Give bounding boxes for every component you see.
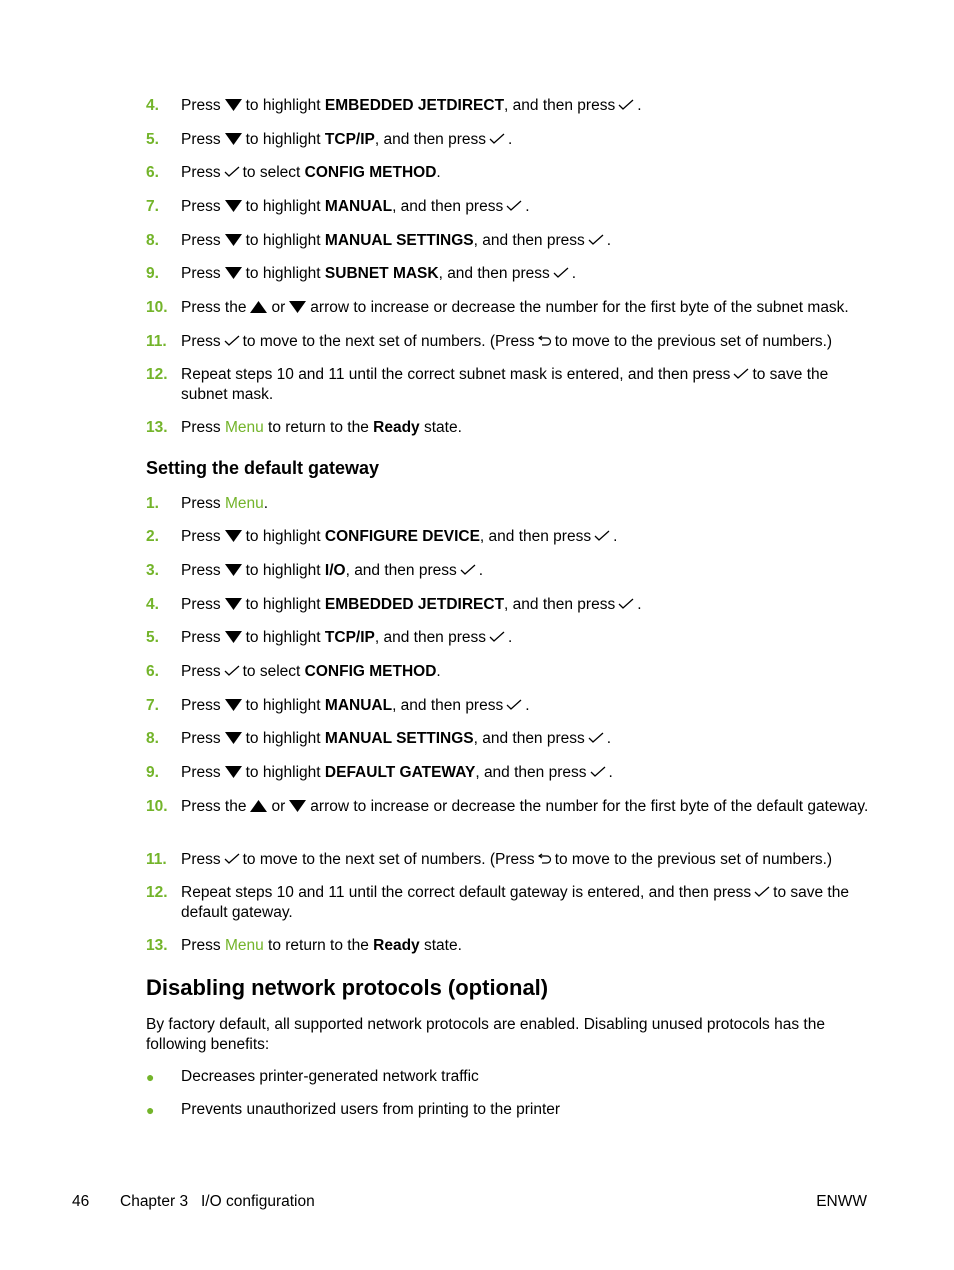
step-text-run: Press [181,495,225,512]
step-text-run: to select [242,663,305,680]
down-arrow-icon [225,598,242,610]
bullet-dot-icon: ● [146,1069,155,1085]
step-number: 5. [146,629,159,646]
step-text-run: , and then press [392,697,504,714]
step-text [181,231,871,251]
step-text-run: . [436,164,441,181]
select-checkmark-icon [224,665,240,676]
step-number: 11. [146,851,167,868]
step-text-run: or [271,299,286,316]
down-arrow-icon [225,699,242,711]
step-text-run: Press [181,730,221,747]
step-text-run: to return to the [263,419,374,436]
step-text [181,365,871,405]
step-number: 13. [146,937,168,954]
select-checkmark-icon [594,530,610,541]
step-text-run: Repeat steps 10 and 11 until the correct subnet mask is entered, and then press [181,366,731,383]
bullet-dot-icon: ● [146,1102,155,1118]
step-text-run: Press [181,232,221,249]
step-text-run: Press [181,562,221,579]
step-text-run: to save the subnet mask. [181,366,829,403]
step-number: 13. [146,419,168,436]
footer-page-number: 46 [72,1193,90,1210]
step-text-run: to highlight [245,764,325,781]
keyword: MANUAL [324,198,393,215]
keyword: EMBEDDED JETDIRECT [324,97,505,114]
step-text [181,527,871,547]
down-arrow-icon [225,732,242,744]
select-checkmark-icon [224,166,240,177]
step-text-run: to highlight [245,265,325,282]
step-text-run: . [508,131,513,148]
step-text [181,298,871,318]
step-text-run: Repeat steps 10 and 11 until the correct default gateway is entered, and then press [181,884,752,901]
step-text-run: , and then press [345,562,457,579]
step-text [181,418,871,438]
step-text-run: state. [419,937,462,954]
bullet-text: Decreases printer-generated network traffic [181,1068,479,1085]
step-text-run: to highlight [245,697,325,714]
step-text-run: to highlight [245,97,325,114]
up-arrow-icon [250,301,267,313]
step-number: 4. [146,97,159,114]
down-arrow-icon [289,800,306,812]
keyword: Ready [373,419,420,436]
step-text-run: Press [181,697,221,714]
step-text-run: , and then press [374,629,487,646]
keyword: DEFAULT GATEWAY [324,764,476,781]
down-arrow-icon [225,631,242,643]
step-number: 7. [146,697,159,714]
select-checkmark-icon [460,564,476,575]
step-text-run: Press [181,265,221,282]
step-number: 12. [146,884,168,901]
step-text-run: . [606,232,612,249]
keyword: MANUAL SETTINGS [324,232,474,249]
step-text [181,561,871,581]
step-text-run: , and then press [392,198,504,215]
down-arrow-icon [289,301,306,313]
step-number: 5. [146,131,159,148]
step-number: 12. [146,366,168,383]
step-text-run: Press [181,164,221,181]
step-text-run: , and then press [374,131,487,148]
step-text-run: , and then press [504,596,616,613]
step-text-run: arrow to increase or decrease the number for the first byte of the default gateway. [310,798,869,815]
step-text-run: . [571,265,577,282]
step-number: 2. [146,528,159,545]
step-text [181,628,871,648]
back-arrow-icon [538,852,552,864]
select-checkmark-icon [506,200,522,211]
step-text-run: to highlight [245,131,325,148]
select-checkmark-icon [224,335,240,346]
step-text-run: to highlight [245,629,325,646]
step-text [181,763,871,783]
step-text-run: . [436,663,441,680]
bullet-text: Prevents unauthorized users from printing to the printer [181,1101,561,1118]
step-text-run: to move to the previous set of numbers.) [554,851,833,868]
step-number: 3. [146,562,159,579]
step-text [181,696,871,716]
step-text-run: Press the [181,798,247,815]
keyword: TCP/IP [324,629,375,646]
step-text-run: , and then press [473,232,585,249]
step-text-run: to highlight [245,596,325,613]
step-text-run: . [608,764,613,781]
step-text-run: , and then press [438,265,550,282]
step-text-run: Press [181,764,221,781]
keyword: EMBEDDED JETDIRECT [324,596,505,613]
step-text [181,264,871,284]
keyword: MANUAL SETTINGS [324,730,474,747]
step-number: 7. [146,198,159,215]
keyword: CONFIG METHOD [304,663,437,680]
step-text-run: to select [242,164,305,181]
select-checkmark-icon [733,368,749,379]
step-text-run: to move to the previous set of numbers.) [554,333,833,350]
select-checkmark-icon [590,766,606,777]
step-text-run: Press [181,419,225,436]
step-text-run: . [263,495,269,512]
select-checkmark-icon [506,699,522,710]
step-text-run: , and then press [479,528,592,545]
step-text [181,883,871,923]
step-text-run: Press [181,629,221,646]
keyword: I/O [324,562,346,579]
step-text-run: or [271,798,286,815]
step-text-run: , and then press [504,97,616,114]
step-text-run: to move to the next set of numbers. (Press [242,333,535,350]
step-text-run: Press [181,851,221,868]
keyword: TCP/IP [324,131,375,148]
step-text-run: Press [181,333,221,350]
step-text-run: . [637,596,642,613]
step-text-run: Press the [181,299,247,316]
step-text-run: . [613,528,618,545]
step-text-run: , and then press [475,764,587,781]
step-text [181,850,871,870]
menu-button-label: Menu [224,937,264,954]
step-number: 9. [146,764,159,781]
step-text-run: . [508,629,513,646]
step-text [181,494,871,514]
step-text-run: to save the default gateway. [181,884,849,921]
step-text-run: . [525,697,530,714]
select-checkmark-icon [224,853,240,864]
menu-button-label: Menu [224,495,264,512]
up-arrow-icon [250,800,267,812]
step-text-run: . [637,97,642,114]
down-arrow-icon [225,267,242,279]
heading-default-gateway: Setting the default gateway [146,458,380,478]
down-arrow-icon [225,766,242,778]
step-number: 11. [146,333,167,350]
step-text [181,197,871,217]
step-text-run: Press [181,937,225,954]
step-text [181,595,871,615]
keyword: CONFIGURE DEVICE [324,528,480,545]
step-text [181,163,871,183]
step-text-run: to highlight [245,528,325,545]
step-text [181,662,871,682]
step-number: 6. [146,663,159,680]
step-text-run: to highlight [245,562,325,579]
select-checkmark-icon [618,598,634,609]
select-checkmark-icon [588,732,604,743]
step-text-run: arrow to increase or decrease the number for the first byte of the subnet mask. [310,299,849,316]
step-number: 8. [146,232,159,249]
step-text-run: . [525,198,530,215]
down-arrow-icon [225,200,242,212]
footer-chapter: Chapter 3 I/O configuration [120,1193,315,1210]
step-text-run: . [606,730,612,747]
step-text [181,96,871,116]
intro-paragraph: By factory default, all supported network protocols are enabled. Disabling unused protocols has the following benefits: [146,1016,825,1053]
step-text-run: , and then press [473,730,585,747]
select-checkmark-icon [489,631,505,642]
step-number: 6. [146,164,159,181]
menu-button-label: Menu [224,419,264,436]
step-text [181,729,871,749]
step-number: 10. [146,299,168,316]
step-text-run: to highlight [245,730,325,747]
down-arrow-icon [225,564,242,576]
step-text [181,130,871,150]
step-text-run: Press [181,528,221,545]
step-text-run: Press [181,596,221,613]
step-text [181,332,871,352]
keyword: Ready [373,937,420,954]
step-text-run: Press [181,97,221,114]
heading-disabling-protocols: Disabling network protocols (optional) [146,975,549,1000]
step-text [181,936,871,956]
down-arrow-icon [225,530,242,542]
step-number: 8. [146,730,159,747]
keyword: MANUAL [324,697,393,714]
keyword: SUBNET MASK [324,265,439,282]
step-text-run: state. [419,419,462,436]
select-checkmark-icon [553,267,569,278]
step-text-run: . [478,562,484,579]
step-number: 1. [146,495,159,512]
step-number: 9. [146,265,159,282]
select-checkmark-icon [489,133,505,144]
step-text-run: to highlight [245,232,325,249]
step-text-run: to return to the [263,937,374,954]
step-text-run: Press [181,131,221,148]
step-number: 10. [146,798,168,815]
select-checkmark-icon [754,886,770,897]
step-text [181,797,871,817]
select-checkmark-icon [588,234,604,245]
step-text-run: to highlight [245,198,325,215]
step-text-run: to move to the next set of numbers. (Press [242,851,535,868]
footer-locale: ENWW [816,1193,867,1210]
down-arrow-icon [225,234,242,246]
back-arrow-icon [538,334,552,346]
keyword: CONFIG METHOD [304,164,437,181]
step-number: 4. [146,596,159,613]
down-arrow-icon [225,133,242,145]
step-text-run: Press [181,198,221,215]
select-checkmark-icon [618,99,634,110]
step-text-run: Press [181,663,221,680]
down-arrow-icon [225,99,242,111]
